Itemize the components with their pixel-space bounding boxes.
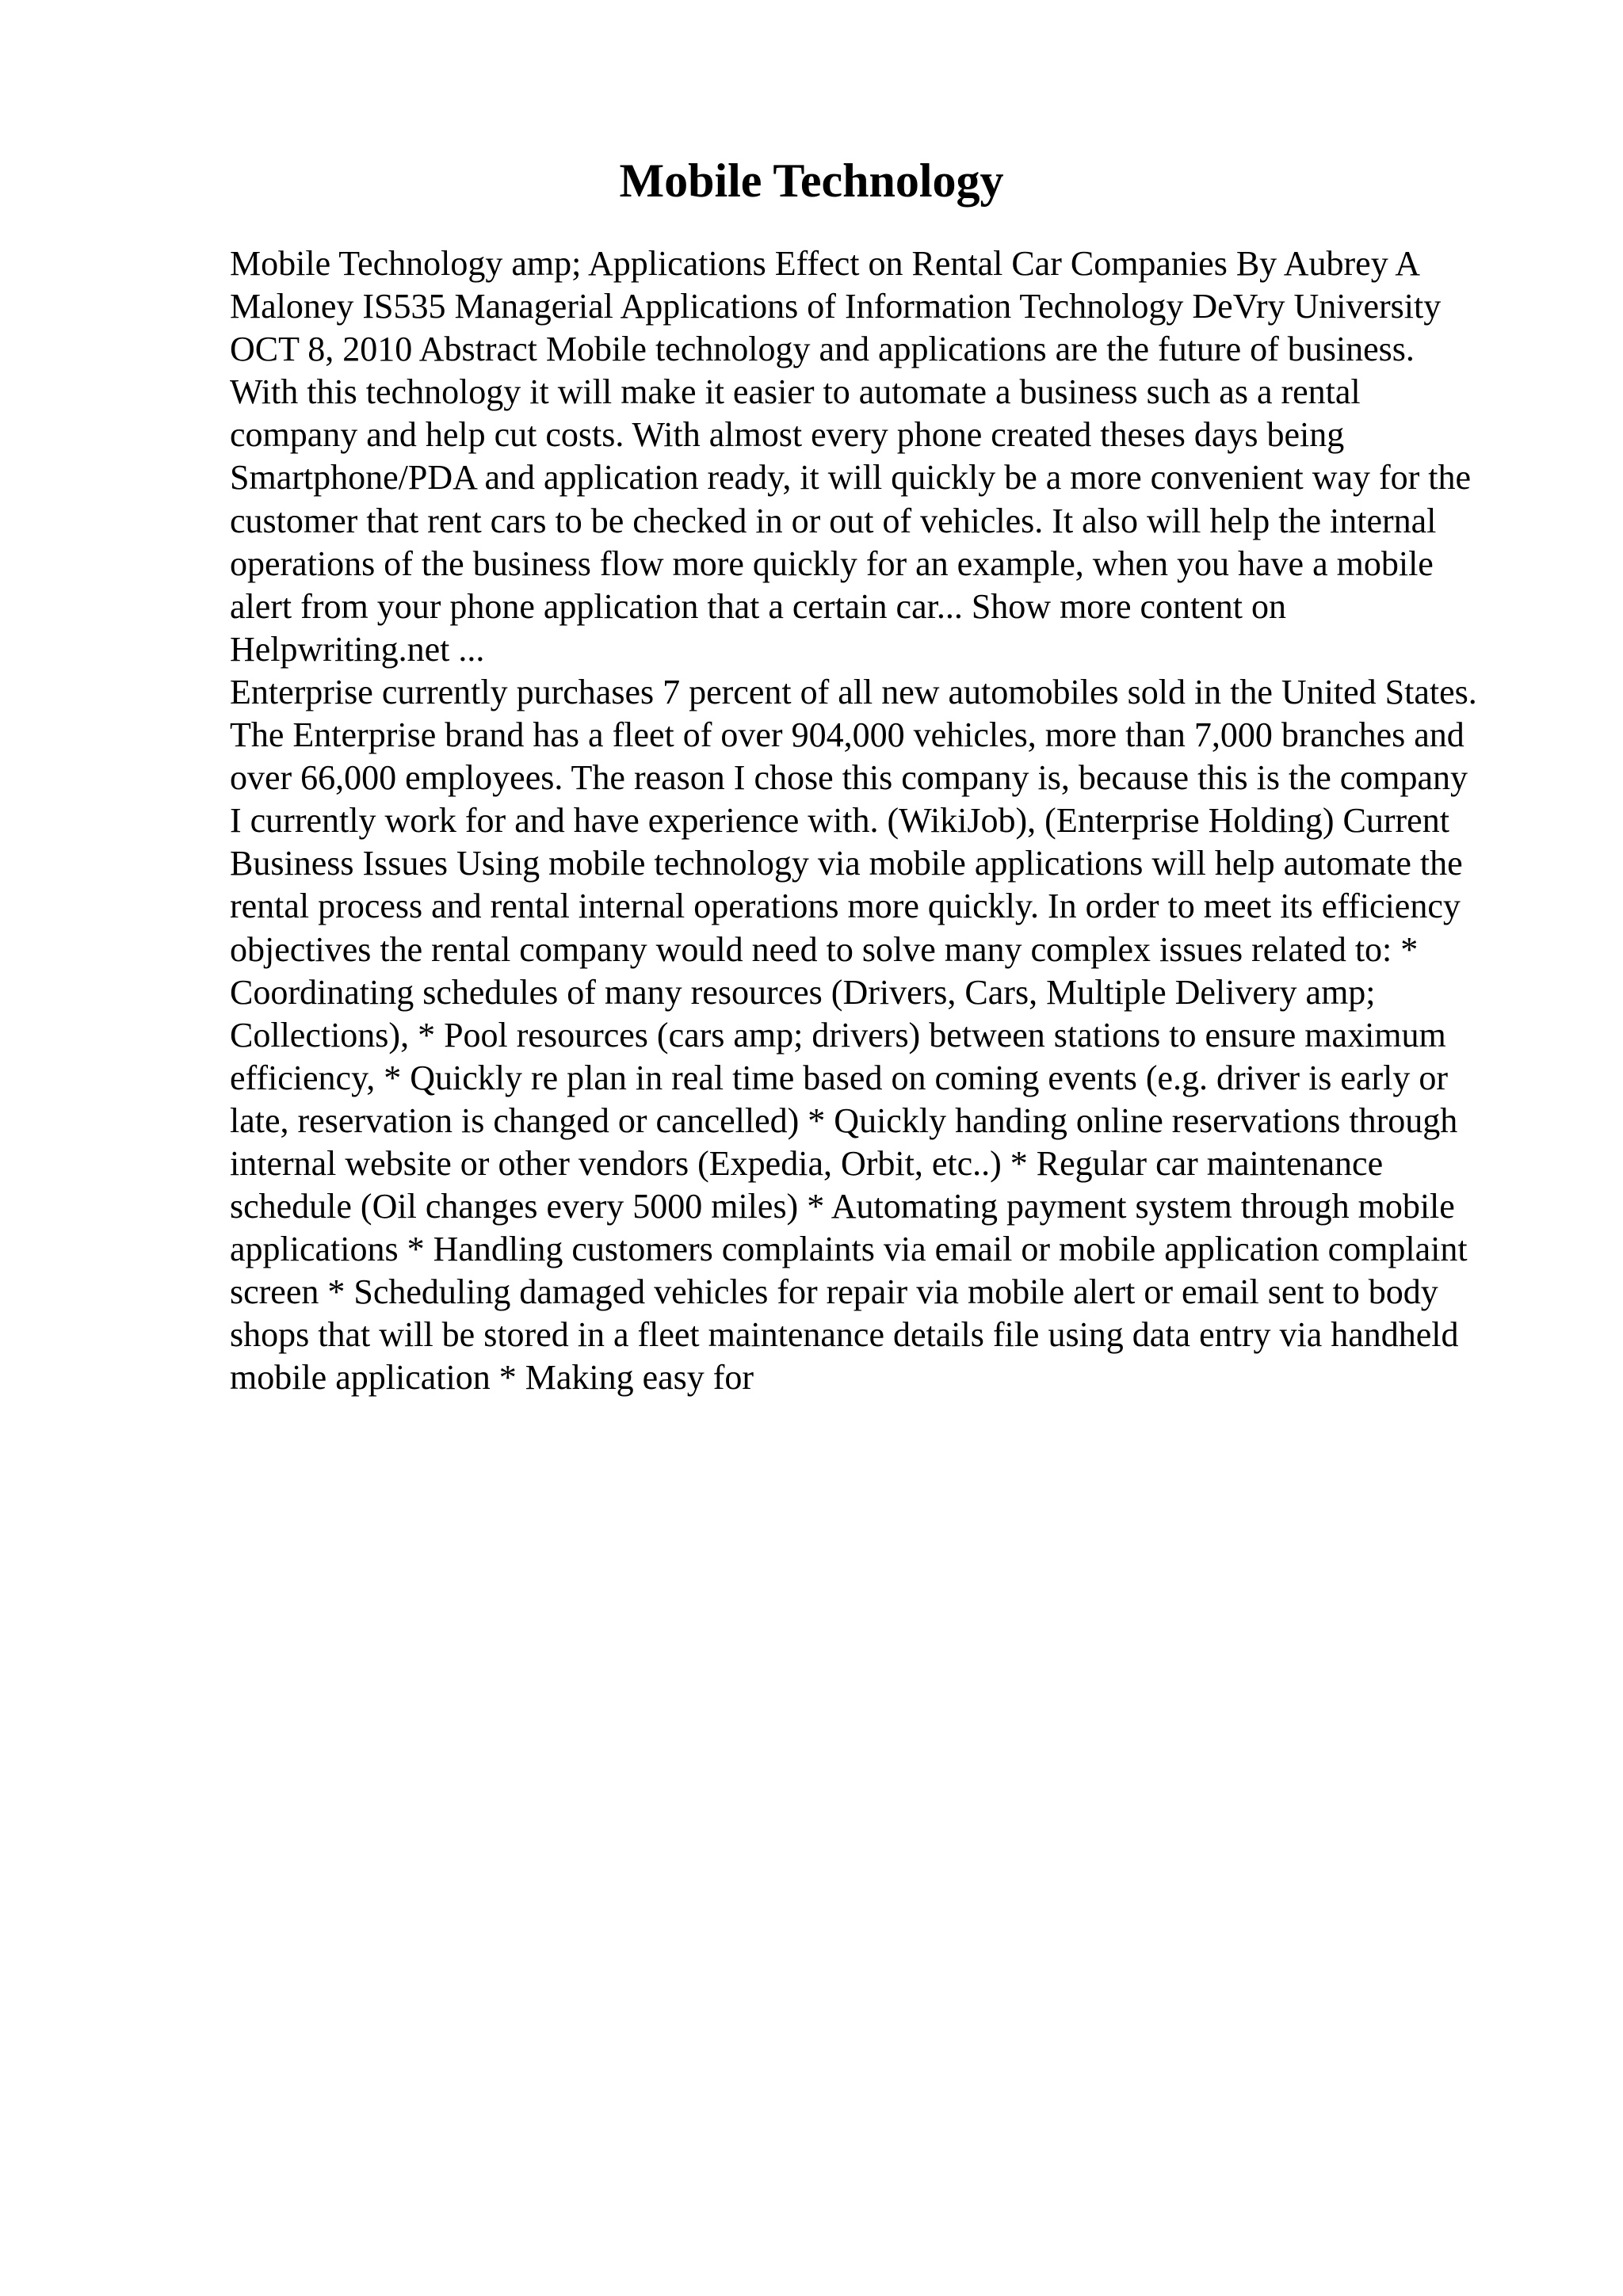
- document-title: Mobile Technology: [619, 154, 1004, 207]
- paragraph-abstract: Mobile Technology amp; Applications Effect on Rental Car Companies By Aubrey A Maloney IS535 Managerial Applications of Information Technology DeVry University OCT 8, 2010 Abstract Mobile technology and applications are the future of business. With this technology it will make it easier to automate a business such as a rental company and help cut costs. With almost every phone created theses days being Smartphone/PDA and application ready, it will quickly be a more convenient way for the customer that rent cars to be checked in or out of vehicles. It also will help the internal operations of the business flow more quickly for an example, when you have a mobile alert from your phone application that a certain car... Show more content on Helpwriting.net ...: [230, 244, 1472, 669]
- document-body: [230, 242, 1482, 1400]
- paragraph-enterprise: Enterprise currently purchases 7 percent of all new automobiles sold in the United States. The Enterprise brand has a fleet of over 904,000 vehicles, more than 7,000 branches and over 66,000 employees. The reason I chose this company is, because this is the company I currently work for and have experience with. (WikiJob), (Enterprise Holding) Current Business Issues Using mobile technology via mobile applications will help automate the rental process and rental internal operations more quickly. In order to meet its efficiency objectives the rental company would need to solve many complex issues related to: * Coordinating schedules of many resources (Drivers, Cars, Multiple Delivery amp; Collections), * Pool resources (cars amp; drivers) between stations to ensure maximum efficiency, * Quickly re plan in real time based on coming events (e.g. driver is early or late, reservation is changed or cancelled) * Quickly handing online reservations through internal website or other vendors (Expedia, Orbit, etc..) * Regular car maintenance schedule (Oil changes every 5000 miles) * Automating payment system through mobile applications * Handling customers complaints via email or mobile application complaint screen * Scheduling damaged vehicles for repair via mobile alert or email sent to body shops that will be stored in a fleet maintenance details file using data entry via handheld mobile application * Making easy for: [230, 672, 1477, 1398]
